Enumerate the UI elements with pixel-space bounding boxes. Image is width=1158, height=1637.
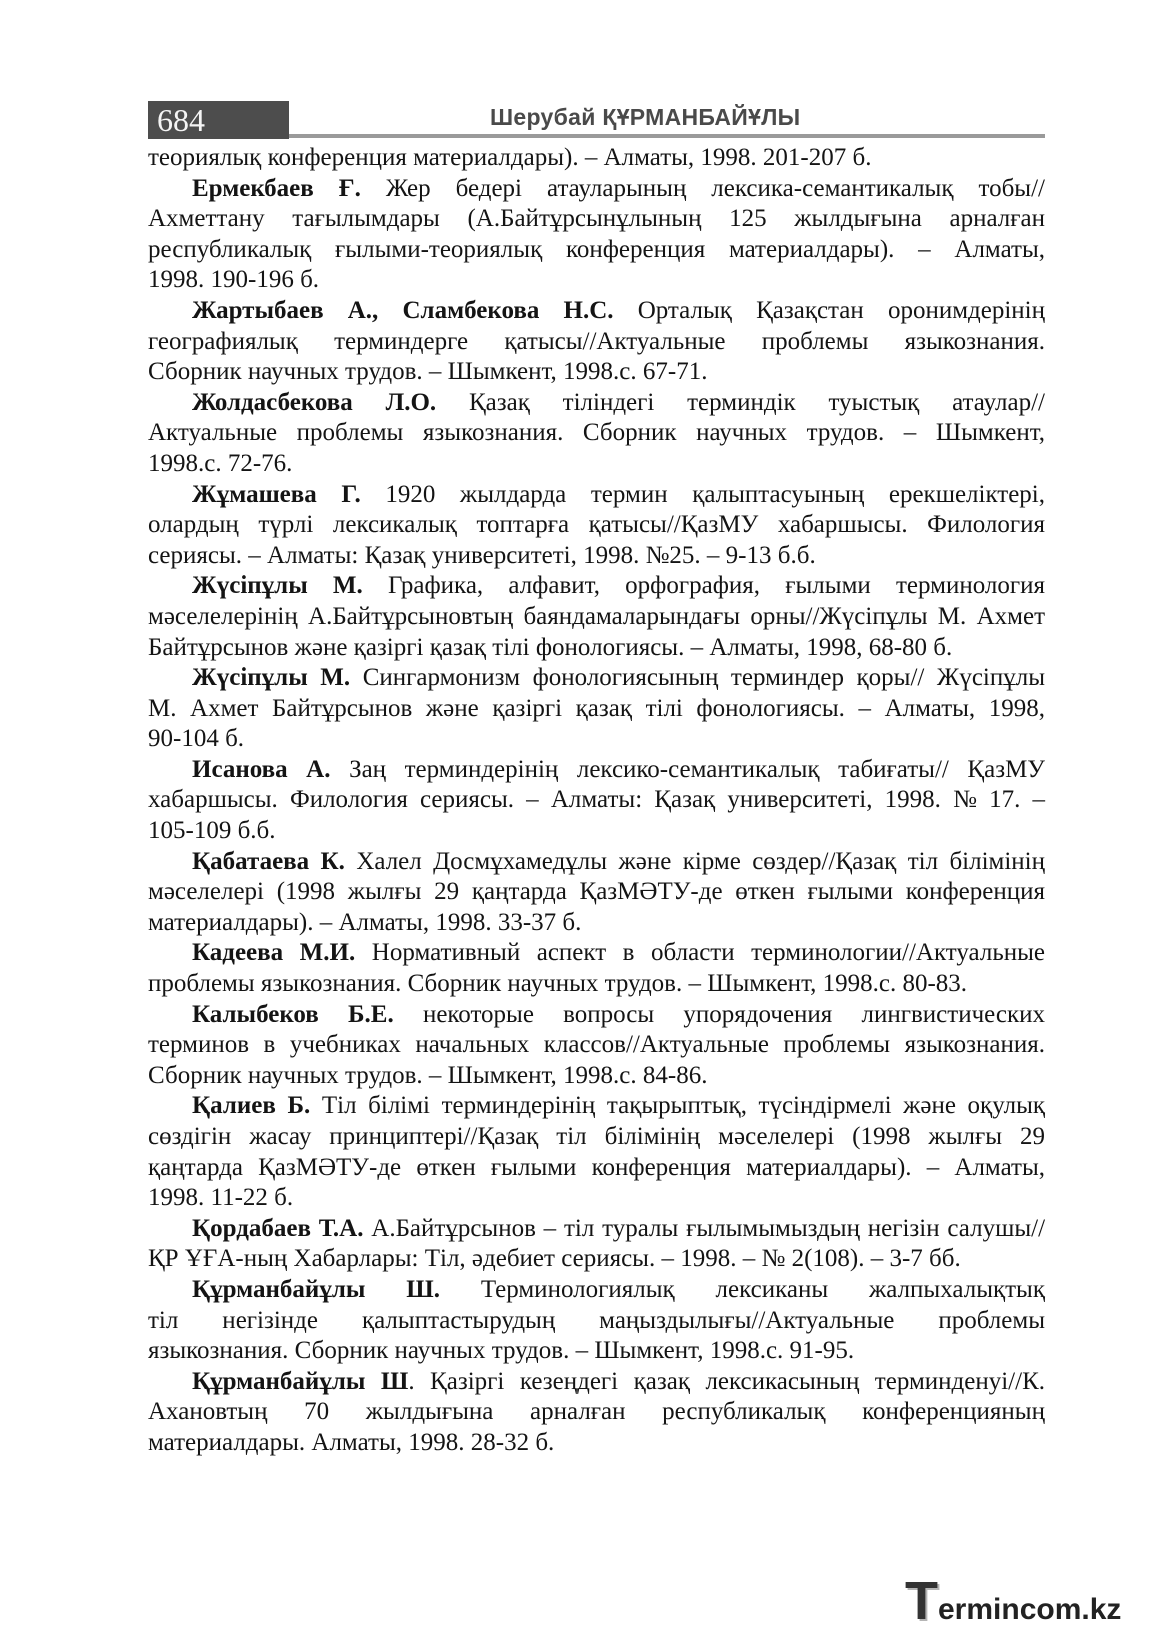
entry-text: проблемы языкознания. Сборник научных трудов. – Шымкент, 1998.с. 80-83. (148, 970, 968, 998)
entry-line (148, 480, 1045, 511)
bibliography-entry (148, 571, 1045, 663)
entry-line-text (192, 756, 1045, 783)
entry-author: Жүсіпұлы М. (192, 572, 363, 600)
entry-line (148, 388, 1045, 419)
entry-line (148, 510, 1045, 541)
entry-line (148, 204, 1045, 235)
bibliography-entry (148, 480, 1045, 572)
entry-line-text (192, 1001, 1045, 1028)
entry-line (148, 357, 1045, 388)
entry-text: Жер бедері атауларының лексика-семантикалық тобы// (385, 174, 1045, 202)
entry-text: Орталық Қазақстан оронимдерінің (637, 296, 1045, 324)
entry-line (148, 785, 1045, 816)
entry-line (148, 755, 1045, 786)
running-title: Шерубай ҚҰРМАНБАЙҰЛЫ (490, 104, 801, 130)
entry-line-text (192, 572, 1045, 599)
termincom-watermark: Termincom.kz (905, 1571, 1122, 1631)
entry-text: терминов в учебниках начальных классов//Актуальные проблемы языкознания. (148, 1031, 1045, 1059)
entry-text: Қазақ тіліндегі терминдік туыстық атаулар// (468, 388, 1045, 416)
entry-line (148, 1030, 1045, 1061)
entry-line (148, 418, 1045, 449)
entry-line (148, 265, 1045, 296)
entry-text: материалдары). – Алматы, 1998. 33-37 б. (148, 908, 582, 936)
bibliography-entry (148, 755, 1045, 847)
entry-line-text (192, 297, 1045, 324)
entry-author: Қалиев Б. (192, 1092, 311, 1120)
entry-text: тіл негізінде қалыптастырудың маңыздылығы//Актуальные проблемы (148, 1306, 1045, 1334)
entry-text: сериясы. – Алматы: Қазақ университеті, 1998. №25. – 9-13 б.б. (148, 541, 816, 569)
entry-line-text (192, 1092, 1045, 1119)
entry-author: Қабатаева К. (192, 847, 345, 875)
entry-text: Халел Досмұхамедұлы және кірме сөздер//Қазақ тіл білімінің (356, 847, 1045, 875)
entry-line-text (192, 1368, 1045, 1395)
entry-line (148, 541, 1045, 572)
entry-line (148, 663, 1045, 694)
entry-text: Заң терминдерінің лексико-семантикалық табиғаты// ҚазМУ (349, 755, 1045, 783)
entry-author: Жартыбаев А., Сламбекова Н.С. (192, 296, 614, 324)
entry-line (148, 724, 1045, 755)
entry-text: некоторые вопросы упорядочения лингвистических (422, 1000, 1045, 1028)
entry-text: сөздігін жасау принциптері//Қазақ тіл білімінің мәселелері (1998 жылғы 29 (148, 1123, 1045, 1150)
bibliography-entry (148, 388, 1045, 480)
entry-text: Байтұрсынов және қазіргі қазақ тілі фонологиясы. – Алматы, 1998, 68-80 б. (148, 633, 953, 661)
entry-author: Құрманбайұлы Ш (192, 1367, 409, 1395)
bibliography-entry (148, 1214, 1045, 1275)
bibliography-list (148, 143, 1045, 1459)
entry-author: Жүсіпұлы М. (192, 664, 351, 692)
entry-line (148, 1061, 1045, 1092)
entry-line (148, 327, 1045, 358)
continued-line (148, 143, 1045, 174)
entry-text: географиялық терминдерге қатысы//Актуальные проблемы языкознания. (148, 327, 1045, 355)
entry-line (148, 1091, 1045, 1122)
entry-line-text (192, 389, 1045, 416)
continued-text: теориялық конференция материалдары). – Алматы, 1998. 201-207 б. (148, 144, 872, 171)
entry-line (148, 1367, 1045, 1398)
bibliography-entry (148, 663, 1045, 755)
entry-line (148, 1183, 1045, 1214)
entry-author: Жұмашева Г. (192, 480, 361, 508)
entry-author: Исанова А. (192, 755, 331, 783)
entry-line-text (192, 481, 1045, 508)
entry-line-text (192, 939, 1045, 966)
bibliography-entry (148, 296, 1045, 388)
entry-line (148, 1428, 1045, 1459)
bibliography-entry (148, 1091, 1045, 1213)
entry-line (148, 938, 1045, 969)
entry-text: Терминологиялық лексиканы жалпыхалықтық (480, 1275, 1046, 1303)
entry-line (148, 908, 1045, 939)
bibliography-entry (148, 1000, 1045, 1092)
entry-text: М. Ахмет Байтұрсынов және қазіргі қазақ тілі фонологиясы. – Алматы, 1998, (148, 694, 1045, 722)
entry-text: 1920 жылдарда термин қалыптасуының ерекшеліктері, (385, 480, 1045, 508)
entry-line (148, 1000, 1045, 1031)
entry-line (148, 1153, 1045, 1184)
entry-author: Кадеева М.И. (192, 939, 356, 967)
entry-text: материалдары. Алматы, 1998. 28-32 б. (148, 1428, 555, 1456)
entry-line (148, 847, 1045, 878)
entry-line (148, 877, 1045, 908)
entry-text: языкознания. Сборник научных трудов. – Шымкент, 1998.с. 91-95. (148, 1337, 855, 1365)
entry-text: Графика, алфавит, орфография, ғылыми терминология (388, 572, 1045, 600)
entry-line (148, 296, 1045, 327)
entry-line (148, 816, 1045, 847)
entry-line (148, 602, 1045, 633)
header-rule (289, 134, 1045, 138)
entry-line (148, 571, 1045, 602)
bibliography-entry (148, 1275, 1045, 1367)
entry-text: Ахметтану тағылымдары (А.Байтұрсынұлының 125 жылдығына арналған (148, 205, 1045, 233)
entry-text: Актуальные проблемы языкознания. Сборник научных трудов. – Шымкент, (148, 419, 1045, 447)
bibliography-entry (148, 938, 1045, 999)
bibliography-entry (148, 1367, 1045, 1459)
entry-text: 90-104 б. (148, 725, 245, 753)
entry-text: хабаршысы. Филология сериясы. – Алматы: Қазақ университеті, 1998. № 17. – (148, 786, 1045, 814)
entry-author: Қордабаев Т.А. (192, 1214, 364, 1242)
entry-author: Калыбеков Б.Е. (192, 1000, 394, 1028)
entry-line-text (192, 664, 1045, 691)
entry-line-text (192, 848, 1045, 875)
entry-line (148, 1306, 1045, 1337)
entry-text: республикалық ғылыми-теориялық конференция материалдары). – Алматы, (148, 235, 1045, 263)
entry-line (148, 1244, 1045, 1275)
entry-line (148, 1397, 1045, 1428)
entry-line (148, 694, 1045, 725)
entry-text: Нормативный аспект в области терминологии//Актуальные (371, 939, 1046, 967)
page-number: 684 (157, 102, 205, 138)
entry-line (148, 1275, 1045, 1306)
entry-line (148, 1336, 1045, 1367)
entry-text: 1998.с. 72-76. (148, 449, 293, 477)
entry-text: А.Байтұрсынов – тіл туралы ғылымымыздың негізін салушы// (371, 1214, 1046, 1242)
entry-text: Сборник научных трудов. – Шымкент, 1998.с. 84-86. (148, 1061, 708, 1089)
entry-line (148, 235, 1045, 266)
entry-text: 1998. 11-22 б. (148, 1184, 294, 1212)
page-number-box (148, 101, 289, 139)
bibliography-entry (148, 847, 1045, 939)
entry-author: Жолдасбекова Л.О. (192, 388, 437, 416)
entry-text: Ахановтың 70 жылдығына арналған республикалық конференцияның (148, 1398, 1045, 1426)
entry-text: Сингармонизм фонологиясының терминдер қоры// Жүсіпұлы (362, 664, 1046, 692)
entry-line-text (192, 1276, 1045, 1303)
entry-line (148, 1214, 1045, 1245)
entry-text: ҚР ҰҒА-ның Хабарлары: Тіл, әдебиет сериясы. – 1998. – № 2(108). – 3-7 бб. (148, 1245, 961, 1273)
entry-line (148, 174, 1045, 205)
entry-text: қаңтарда ҚазМӘТУ-де өткен ғылыми конференция материалдары). – Алматы, (148, 1153, 1045, 1181)
entry-author: Құрманбайұлы Ш. (192, 1275, 440, 1303)
entry-author: Ермекбаев Ғ. (192, 174, 361, 202)
entry-line (148, 1122, 1045, 1153)
entry-text: 105-109 б.б. (148, 817, 276, 845)
entry-line (148, 633, 1045, 664)
entry-line (148, 449, 1045, 480)
entry-text: мәселелерінің А.Байтұрсыновтың баяндамаларындағы орны//Жүсіпұлы М. Ахмет (148, 602, 1045, 630)
entry-text: Тіл білімі терминдерінің тақырыптық, түсіндірмелі және оқулық (321, 1092, 1046, 1120)
entry-text: олардың түрлі лексикалық топтарға қатысы//ҚазМУ хабаршысы. Филология (148, 511, 1045, 539)
entry-text: 1998. 190-196 б. (148, 266, 320, 294)
entry-text: . Қазіргі кезеңдегі қазақ лексикасының терминденуі//К. (408, 1367, 1045, 1395)
entry-line (148, 969, 1045, 1000)
entry-text: мәселелері (1998 жылғы 29 қаңтарда ҚазМӘТУ-де өткен ғылыми конференция (148, 878, 1045, 906)
bibliography-entry (148, 174, 1045, 296)
entry-line-text (192, 1215, 1045, 1242)
entry-text: Сборник научных трудов. – Шымкент, 1998.с. 67-71. (148, 358, 708, 386)
entry-line-text (192, 175, 1045, 202)
